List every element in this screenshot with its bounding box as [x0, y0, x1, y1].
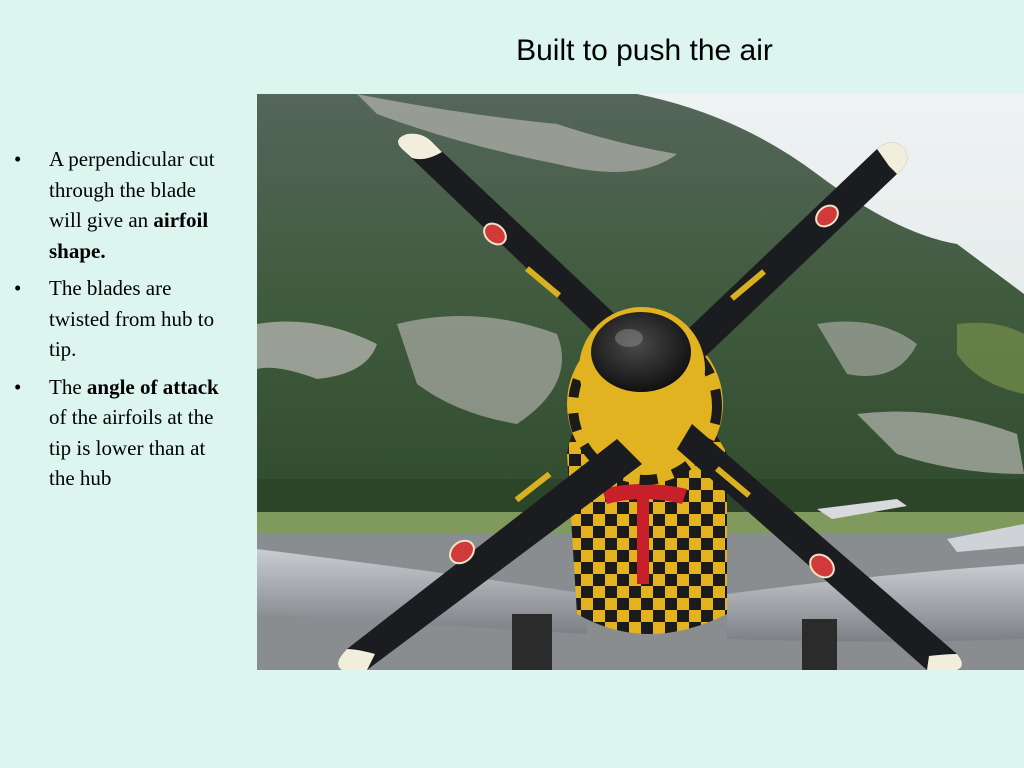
slide-title: Built to push the air: [516, 34, 773, 67]
bullet-list: [14, 144, 224, 501]
bullet-text: The blades are twisted from hub to tip.: [49, 276, 215, 361]
bullet-item: [14, 273, 224, 365]
bullet-text: The: [49, 374, 87, 399]
bullet-item: [14, 372, 224, 494]
bullet-bold-text: angle of attack: [86, 374, 219, 399]
bullet-bold-text: airfoil shape.: [49, 208, 209, 263]
bullet-text: of the airfoils at the tip is lower than at the hub: [49, 405, 214, 490]
propeller-photo: [257, 94, 1024, 670]
bullet-item: [14, 144, 224, 266]
propeller-spinner: [579, 307, 705, 431]
bullet-text: A perpendicular cut through the blade will give an: [49, 147, 215, 232]
